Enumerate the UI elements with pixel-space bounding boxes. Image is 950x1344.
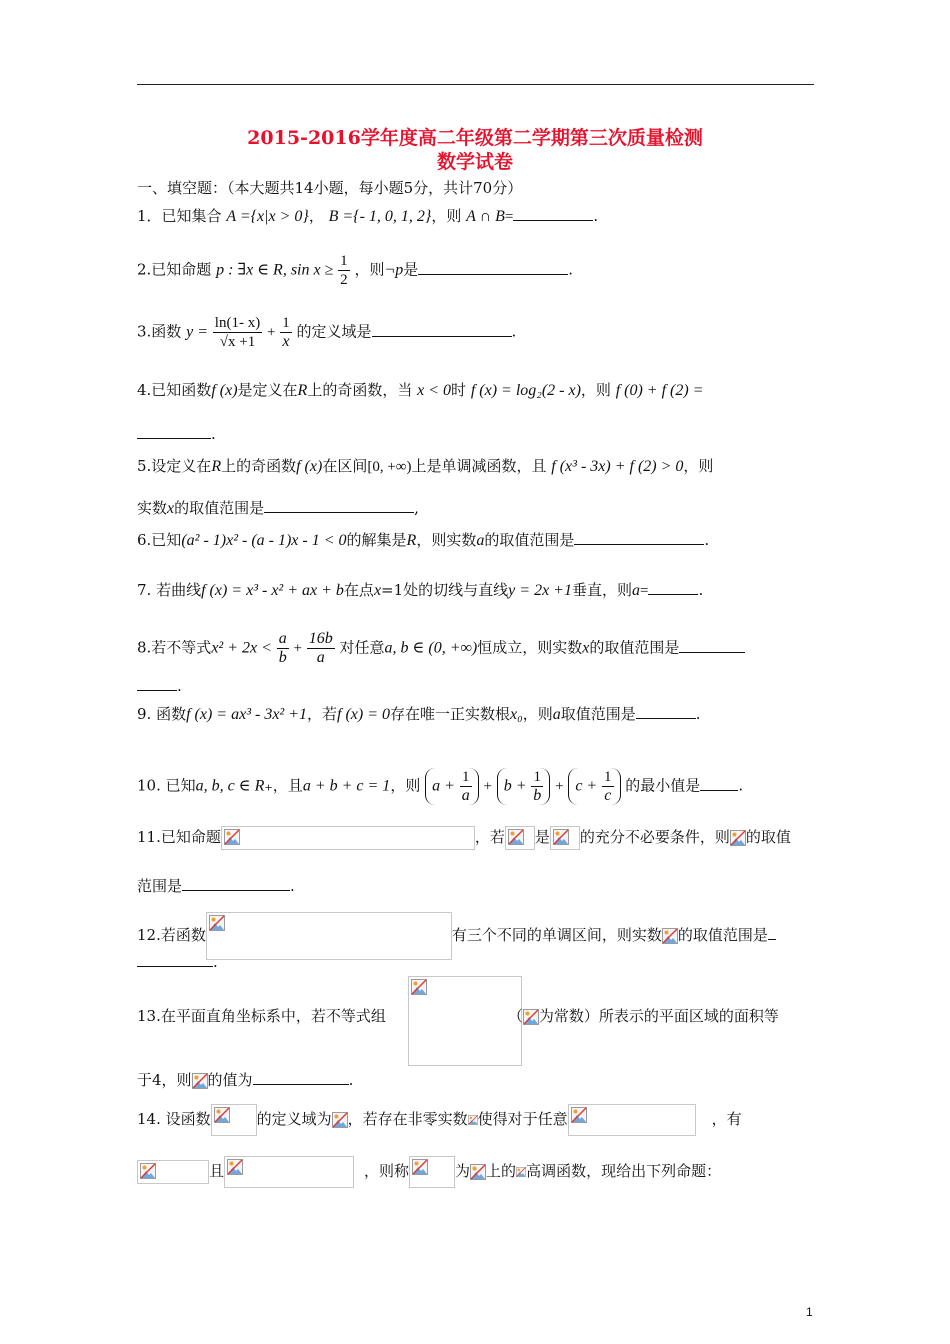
broken-image-icon — [192, 1073, 208, 1089]
question-8-blank: . — [137, 676, 182, 696]
section-heading: 一、填空题：（本大题共14小题，每小题5分，共计70分） — [137, 179, 523, 197]
broken-image-icon — [550, 826, 580, 850]
answer-blank — [137, 424, 211, 439]
broken-image-icon — [221, 826, 475, 850]
broken-image-icon — [516, 1164, 526, 1180]
answer-blank — [264, 498, 414, 513]
answer-blank — [253, 1070, 349, 1085]
paren-b: b + $\frac{1}{b}$ — [497, 768, 551, 805]
broken-image-icon — [224, 1156, 354, 1188]
broken-image-icon — [332, 1112, 348, 1128]
question-5: 5.设定义在R上的奇函数f (x)在区间[0, +∞)上是单调减函数，且 f (x³ - 3x) + f (2) > 0，则 — [137, 457, 714, 475]
broken-image-icon — [470, 1164, 486, 1180]
question-13: 13.在平面直角坐标系中，若不等式组 （ 为常数）所表示的平面区域的面积等 — [137, 1007, 779, 1025]
broken-image-icon — [409, 1156, 455, 1188]
question-12-blank: . — [137, 952, 218, 972]
exam-subtitle: 数学试卷 — [436, 151, 513, 173]
question-10: 10. 已知a, b, c ∈ R₊，且a + b + c = 1，则 a + $\frac{1}{a}$ + b + $\frac{1}{b}$ + c + $\frac{1}{c}$ 的最小值是 . — [137, 769, 744, 804]
header-rule — [137, 84, 814, 85]
question-11-line2: 范围是 . — [137, 877, 295, 895]
broken-image-icon — [505, 826, 535, 850]
intersection: A ∩ B — [466, 208, 505, 225]
question-14: 14. 设函数 的定义域为 ，若存在非零实数 使得对于任意 ，有 — [137, 1104, 742, 1136]
broken-image-icon — [730, 830, 746, 846]
answer-blank — [137, 952, 213, 967]
answer-blank — [137, 676, 177, 691]
answer-blank — [372, 322, 512, 337]
question-1: 1．已知集合 A ={x|x > 0}， B ={- 1, 0, 1, 2}，则 A ∩ B= . — [137, 207, 599, 225]
fraction-a-over-b: $\frac{a}{b}$ — [278, 630, 287, 666]
fraction-one-half: $\frac{1}{2}$ — [340, 253, 348, 288]
set-b: B ={- 1, 0, 1, 2} — [328, 208, 432, 225]
answer-blank — [513, 206, 593, 221]
answer-blank — [636, 704, 696, 719]
question-3: 3.函数 y = $\frac{\ln(1- x)}{√x +1}$ + $\frac{1}{x}$ 的定义域是 . — [137, 315, 517, 350]
broken-image-icon — [206, 912, 452, 960]
broken-image-icon — [523, 1009, 539, 1025]
answer-blank — [700, 776, 738, 791]
paren-c: c + $\frac{1}{c}$ — [568, 768, 620, 805]
question-5-line2: 实数x的取值范围是 , — [137, 499, 419, 517]
answer-blank — [679, 638, 745, 653]
broken-image-icon — [568, 1104, 696, 1136]
question-6: 6.已知(a² - 1)x² - (a - 1)x - 1 < 0的解集是R，则实数a的取值范围是 . — [137, 531, 710, 549]
question-4-blank: . — [137, 424, 216, 444]
question-12: 12.若函数 有三个不同的单调区间，则实数 的取值范围是 — [137, 912, 776, 960]
fraction-one-over-x: $\frac{1}{x}$ — [282, 315, 290, 350]
answer-blank — [648, 580, 698, 595]
question-14-line2: 且 ，则称 为 上的 高调函数，现给出下列命题： — [137, 1156, 721, 1188]
answer-blank — [418, 260, 568, 275]
page-number: 1 — [806, 1305, 813, 1319]
answer-blank — [574, 530, 704, 545]
fraction-16b-over-a: $\frac{16b}{a}$ — [308, 630, 333, 666]
question-13-line2: 于4，则 的值为 . — [137, 1071, 354, 1089]
question-4: 4.已知函数f (x)是定义在R上的奇函数，当 x < 0时 f (x) = log₂(2 - x)，则 f (0) + f (2) = — [137, 381, 704, 399]
answer-blank — [182, 876, 290, 891]
question-7: 7. 若曲线f (x) = x³ - x² + ax + b在点x=1处的切线与直线y = 2x +1垂直，则a= . — [137, 581, 704, 599]
question-8: 8.若不等式x² + 2x < $\frac{a}{b}$ + $\frac{16b}{a}$ 对任意a, b ∈ (0, +∞)恒成立，则实数x的取值范围是 — [137, 630, 745, 667]
broken-image-icon — [662, 928, 678, 944]
set-a: A ={x|x > 0} — [226, 208, 309, 225]
broken-image-icon — [137, 1160, 209, 1184]
question-9: 9. 函数f (x) = ax³ - 3x² +1，若f (x) = 0存在唯一正实数根x₀，则a取值范围是 . — [137, 705, 701, 723]
fraction-ln: $\frac{\ln(1- x)}{√x +1}$ — [214, 315, 261, 350]
broken-image-icon — [211, 1104, 257, 1136]
paren-a: a + $\frac{1}{a}$ — [425, 768, 479, 805]
question-2: 2.已知命题 p : ∃x ∈ R, sin x ≥ $\frac{1}{2}$ ，则¬p是 . — [137, 253, 574, 288]
answer-blank — [768, 925, 776, 940]
question-11: 11.已知命题 ，若 是 的充分不必要条件，则 的取值 — [137, 826, 791, 850]
broken-image-icon — [468, 1112, 478, 1128]
exam-title: 2015-2016学年度高二年级第二学期第三次质量检测 — [247, 127, 703, 149]
